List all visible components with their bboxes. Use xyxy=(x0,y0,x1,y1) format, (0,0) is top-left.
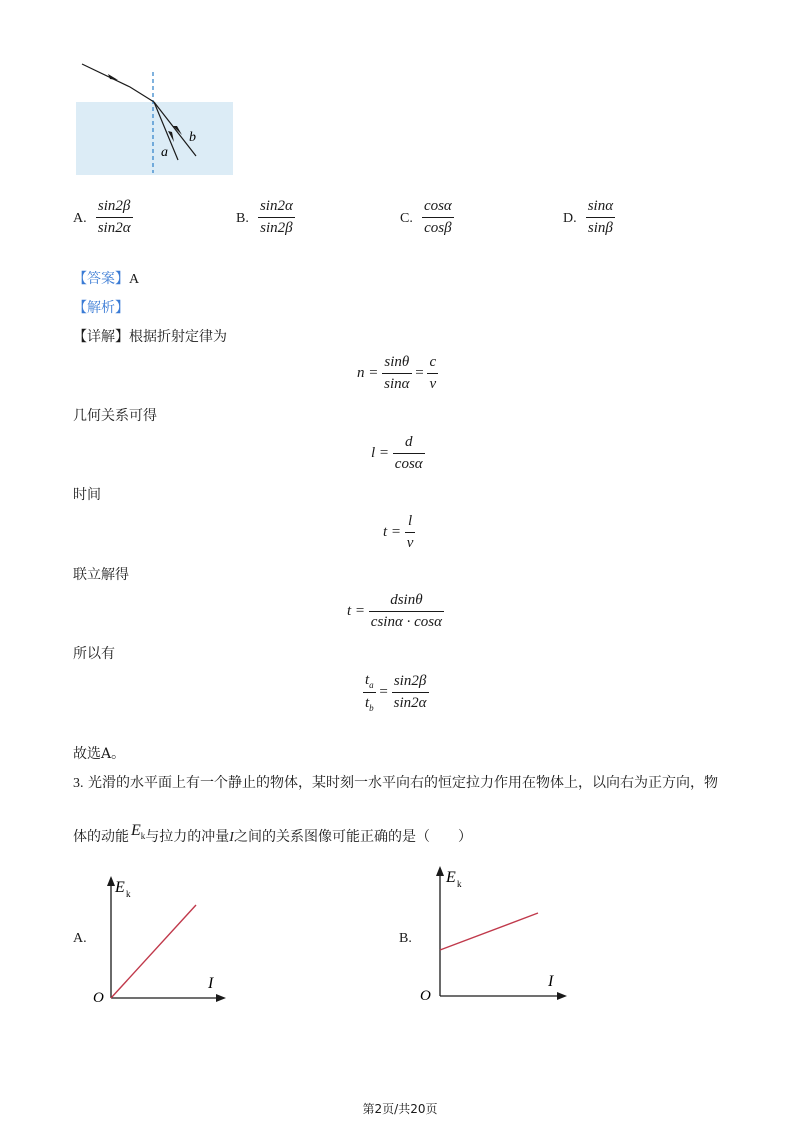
option-c-letter: C. xyxy=(400,211,413,226)
formula-ratio-den1: $t_b$ xyxy=(363,692,376,713)
option-b-fraction xyxy=(258,198,295,237)
graph-a-letter[interactable]: A. xyxy=(73,931,87,946)
question3-line1 xyxy=(73,774,718,793)
water-region xyxy=(76,102,233,175)
option-b-num: sin2α xyxy=(259,198,293,214)
option-d-fraction xyxy=(586,198,615,237)
formula-snell-prefix: n = xyxy=(357,364,383,381)
formula-snell-eq: = xyxy=(415,364,428,381)
formula-snell-num1: sinθ xyxy=(384,354,410,370)
graph-b-x-arrow xyxy=(557,992,567,1000)
formula-length-frac xyxy=(393,434,425,473)
question3-number: 3. xyxy=(73,776,84,791)
graph-b-curve xyxy=(440,913,538,950)
option-d-letter: D. xyxy=(563,211,577,226)
incident-ray xyxy=(82,64,154,102)
page-footer: 第2页/共20页 xyxy=(362,1102,438,1116)
graph-a[interactable] xyxy=(88,870,238,1010)
formula-length-num: d xyxy=(404,434,413,450)
graph-a-curve xyxy=(111,905,196,998)
detail-bracket-open: 【 xyxy=(73,329,87,345)
option-c-den: cosβ xyxy=(422,217,454,237)
graph-a-y-sub: k xyxy=(126,889,131,899)
option-b[interactable] xyxy=(236,198,295,237)
option-d-num: sinα xyxy=(587,198,614,214)
option-b-den: sin2β xyxy=(258,217,295,237)
graph-b-y-arrow xyxy=(436,866,444,876)
option-c-num: cosα xyxy=(423,198,452,214)
analysis-bracket-close: 】 xyxy=(115,300,129,316)
question3-impulse: I xyxy=(229,830,234,845)
formula-ratio-num1: $t_a$ xyxy=(365,672,374,690)
formula-time-frac xyxy=(405,513,416,552)
question3-line2 xyxy=(73,822,472,851)
option-a-den: sin2α xyxy=(96,217,133,237)
formula-combined-frac xyxy=(369,592,444,631)
step2-text: 几何关系可得 xyxy=(73,408,157,424)
analysis-bracket-open: 【 xyxy=(73,300,87,316)
label-b: b xyxy=(189,130,196,145)
graph-b-y-label: E xyxy=(446,869,456,886)
detail-bracket-close: 】 xyxy=(115,329,129,345)
formula-snell-frac2 xyxy=(427,354,438,393)
formula-time-den: v xyxy=(405,532,416,552)
formula-length-prefix: l = xyxy=(371,444,393,461)
formula-time xyxy=(383,513,415,552)
incident-arrow xyxy=(108,74,118,80)
option-d-den: sinβ xyxy=(586,217,615,237)
formula-length-den: cosα xyxy=(393,453,425,473)
graph-b-y-sub: k xyxy=(457,879,462,889)
question3-text2b: 与拉力的冲量 xyxy=(145,829,230,845)
formula-ratio xyxy=(363,672,429,713)
formula-length xyxy=(371,434,425,473)
formula-ratio-frac2 xyxy=(392,673,429,712)
graph-b-origin: O xyxy=(420,988,431,1004)
formula-snell-frac1 xyxy=(382,354,411,393)
step4-text: 联立解得 xyxy=(73,567,129,583)
conclusion-text: 故选A。 xyxy=(73,746,126,762)
formula-time-num: l xyxy=(408,513,413,529)
graph-b[interactable] xyxy=(417,860,577,1010)
formula-combined xyxy=(347,592,444,631)
option-a-letter: A. xyxy=(73,211,87,226)
formula-ratio-num2: sin2β xyxy=(393,673,427,689)
graph-a-origin: O xyxy=(93,990,104,1006)
graph-a-x-arrow xyxy=(216,994,226,1002)
option-a[interactable] xyxy=(73,198,133,237)
option-d[interactable] xyxy=(563,198,615,237)
analysis-line xyxy=(73,299,129,317)
detail-tag: 详解 xyxy=(87,329,115,345)
graph-a-x-label: I xyxy=(208,975,214,992)
graph-a-y-label: E xyxy=(115,879,125,896)
option-a-num: sin2β xyxy=(97,198,131,214)
formula-snell-den2: v xyxy=(427,373,438,393)
step3-text: 时间 xyxy=(73,487,101,503)
formula-combined-num: dsinθ xyxy=(390,592,423,608)
formula-snell-den1: sinα xyxy=(382,373,411,393)
option-a-fraction xyxy=(96,198,133,237)
refraction-figure xyxy=(70,55,250,185)
option-c[interactable] xyxy=(400,198,454,237)
option-b-letter: B. xyxy=(236,211,249,226)
graph-b-letter[interactable]: B. xyxy=(399,931,412,946)
answer-bracket-close: 】 xyxy=(115,271,129,287)
graph-b-x-label: I xyxy=(548,973,554,990)
answer-line xyxy=(73,270,139,289)
question3-text2a: 体的动能 xyxy=(73,829,129,845)
answer-bracket-open: 【 xyxy=(73,271,87,287)
detail-line xyxy=(73,328,227,346)
formula-ratio-eq: = xyxy=(379,683,392,700)
answer-value: A xyxy=(129,272,140,287)
formula-combined-den: csinα · cosα xyxy=(369,611,444,631)
formula-time-prefix: t = xyxy=(383,523,405,540)
option-c-fraction xyxy=(422,198,454,237)
answer-tag: 答案 xyxy=(87,271,115,287)
formula-snell xyxy=(357,354,438,393)
formula-combined-prefix: t = xyxy=(347,602,369,619)
analysis-tag: 解析 xyxy=(87,300,115,316)
detail-text: 根据折射定律为 xyxy=(129,329,227,345)
graph-a-y-arrow xyxy=(107,876,115,886)
question3-text1: 光滑的水平面上有一个静止的物体，某时刻一水平向右的恒定拉力作用在物体上，以向右为正方向，物 xyxy=(87,775,718,791)
step5-text: 所以有 xyxy=(73,646,115,662)
question3-text2c: 之间的关系图像可能正确的是（ ） xyxy=(233,829,472,845)
label-a: a xyxy=(161,145,168,160)
formula-ratio-frac1 xyxy=(363,672,376,713)
formula-snell-num2: c xyxy=(429,354,437,370)
formula-ratio-den2: sin2α xyxy=(392,692,429,712)
question3-ek: $E_k$ xyxy=(131,822,146,842)
